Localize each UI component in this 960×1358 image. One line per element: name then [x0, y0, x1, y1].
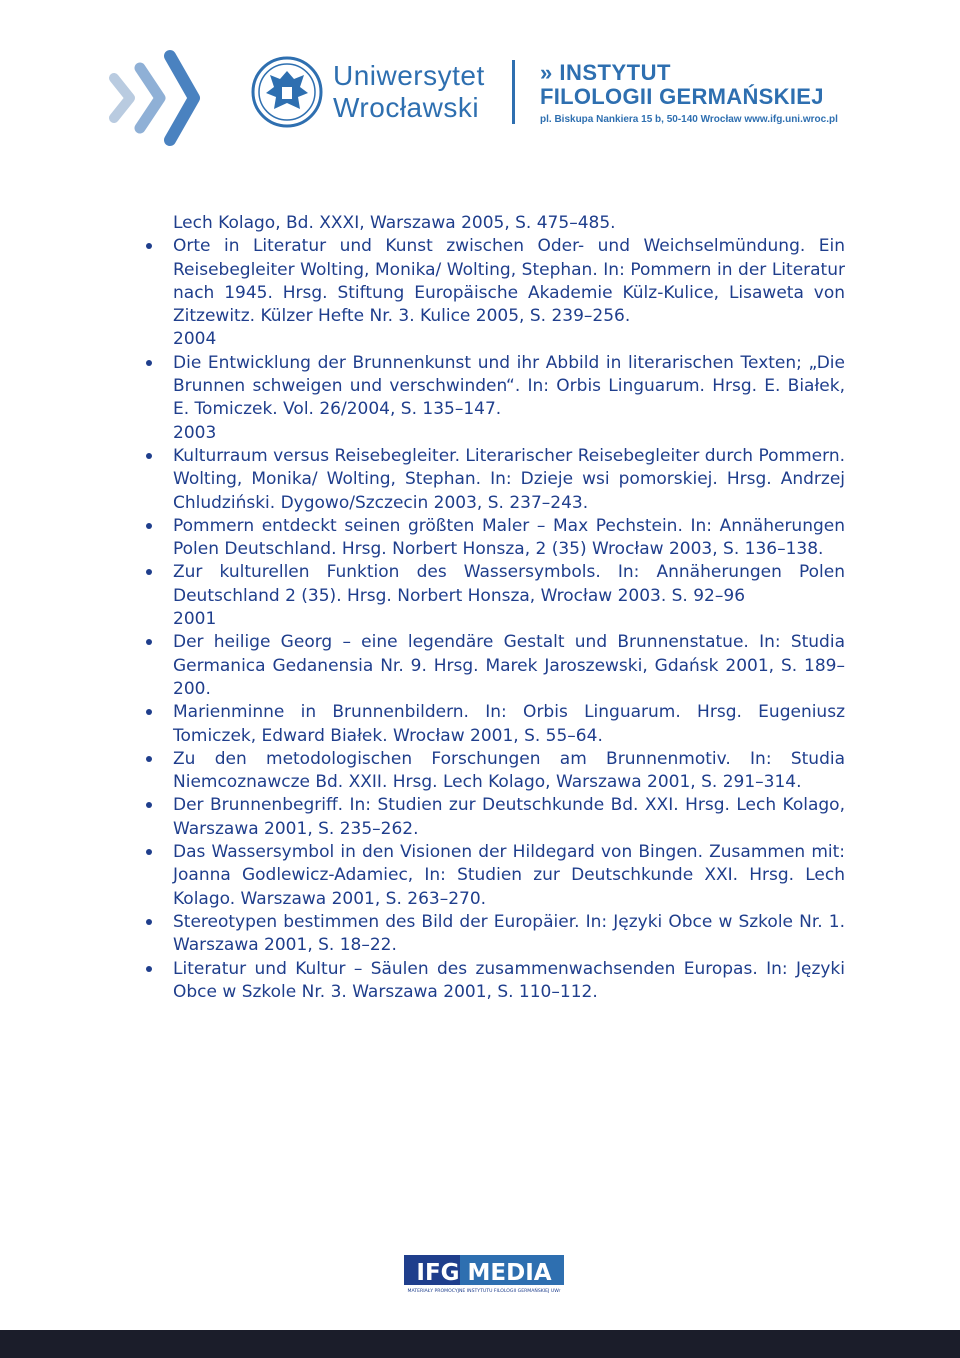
list-item: Die Entwicklung der Brunnenkunst und ihr Abbild in literarischen Texten; „Die Brunnen schweigen und verschwinden“. In: Orbis Linguarum. Hrsg. E. Białek, E. Tomiczek. Vol. 26/2004, S. 135–147. [173, 352, 845, 422]
list-item: Kulturraum versus Reisebegleiter. Literarischer Reisebegleiter durch Pommern. Wolting, Monika/ Wolting, Stephan. In: Dzieje wsi pomorskiej. Hrsg. Andrzej Chludziński. Dygowo/Szczecin 2003, S. 237–243. [173, 445, 845, 515]
continued-entry: Lech Kolago, Bd. XXXI, Warszawa 2005, S. 475–485. [173, 213, 616, 233]
institute-line2: FILOLOGII GERMAŃSKIEJ [540, 84, 824, 109]
list-2001 [173, 631, 845, 1004]
publication-list [173, 212, 845, 1004]
footer-bar [0, 1330, 960, 1358]
list-2003 [173, 445, 845, 608]
list-item: Literatur und Kultur – Säulen des zusammenwachsenden Europas. In: Języki Obce w Szkole Nr. 3. Warszawa 2001, S. 110–112. [173, 958, 845, 1005]
list-item: Marienminne in Brunnenbildern. In: Orbis Linguarum. Hrsg. Eugeniusz Tomiczek, Edward Białek. Wrocław 2001, S. 55–64. [173, 701, 845, 748]
year-heading-2004: 2004 [173, 329, 217, 350]
header-divider [512, 60, 515, 124]
ifg-media-tagline: MATERIAŁY PROMOCYJNE INSTYTUTU FILOLOGII GERMAŃSKIEJ UWr [407, 1289, 561, 1294]
list-2004 [173, 352, 845, 422]
university-name-line2: Wrocławski [333, 92, 480, 123]
list-item: Pommern entdeckt seinen größten Maler – Max Pechstein. In: Annäherungen Polen Deutschland. Hrsg. Norbert Honsza, 2 (35) Wrocław 2003, S. 136–138. [173, 515, 845, 562]
page-header [0, 0, 960, 170]
year-heading-2003: 2003 [173, 422, 217, 443]
ifg-media-brand: IFG MEDIA [416, 1260, 552, 1286]
university-seal-icon [250, 55, 324, 129]
list-item: Der Brunnenbegriff. In: Studien zur Deutschkunde Bd. XXI. Hrsg. Lech Kolago, Warszawa 2001, S. 235–262. [173, 794, 845, 841]
institute-logo [540, 62, 838, 127]
chevron-logo-icon [100, 48, 210, 148]
list-item: Orte in Literatur und Kunst zwischen Oder- und Weichselmündung. Ein Reisebegleiter Wolting, Monika/ Wolting, Stephan. In: Pommern in der Literatur nach 1945. Hrsg. Stiftung Europäische Akademie Külz-Kulice, Lisaweta von Zitzewitz. Külzer Hefte Nr. 3. Kulice 2005, S. 239–256. [173, 235, 845, 328]
list-item: Zu den metodologischen Forschungen am Brunnenmotiv. In: Studia Niemcoznawcze Bd. XXII. Hrsg. Lech Kolago, Warszawa 2001, S. 291–314. [173, 748, 845, 795]
ifg-media-logo [404, 1253, 564, 1295]
list-item: Zur kulturellen Funktion des Wassersymbols. In: Annäherungen Polen Deutschland 2 (35). Hrsg. Norbert Honsza, Wrocław 2003. S. 92–96 [173, 561, 845, 608]
university-name-line1: Uniwersytet [333, 60, 485, 91]
list-item: Das Wassersymbol in den Visionen der Hildegard von Bingen. Zusammen mit: Joanna Godlewicz-Adamiec, In: Studien zur Deutschkunde XXI. Hrsg. Lech Kolago. Warszawa 2001, S. 263–270. [173, 841, 845, 911]
list-item: Stereotypen bestimmen des Bild der Europäier. In: Języki Obce w Szkole Nr. 1. Warszawa 2001, S. 18–22. [173, 911, 845, 958]
list-item: Der heilige Georg – eine legendäre Gestalt und Brunnenstatue. In: Studia Germanica Gedanensia Nr. 9. Hrsg. Marek Jaroszewski, Gdańsk 2001, S. 189–200. [173, 631, 845, 701]
list-top [173, 235, 845, 328]
institute-address: pl. Biskupa Nankiera 15 b, 50-140 Wrocław www.ifg.uni.wroc.pl [540, 114, 838, 125]
year-heading-2001: 2001 [173, 609, 217, 630]
institute-line1: » INSTYTUT [540, 60, 671, 85]
university-name [333, 60, 485, 124]
